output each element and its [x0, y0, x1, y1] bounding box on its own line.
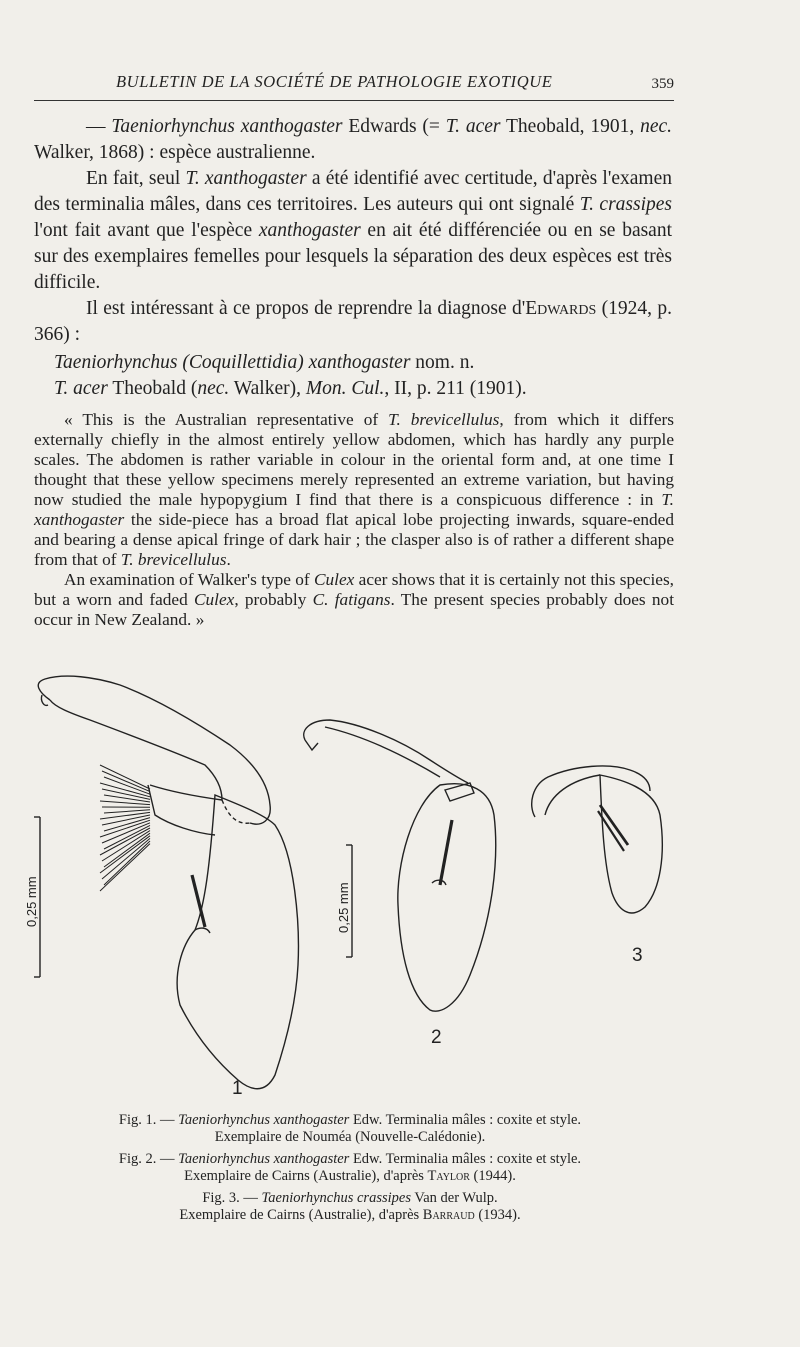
diagnosis-line-2: T. acer Theobald (nec. Walker), Mon. Cul., II, p. 211 (1901). [54, 378, 527, 399]
figure-1-drawing [38, 676, 298, 1089]
page-header [34, 72, 674, 101]
quote-paragraph-1: « This is the Australian representative of T. brevicellulus, from which it differs externally chiefly in the almost entirely yellow abdomen, which has hardly any purple scales. The abdomen is rather variable in colour in the oriental form and, at one time I thought that these yellow specimens merely represented an extreme variation, but having now studied the male hypopygium I find that there is a conspicuous difference : in T. xanthogaster the side-piece has a broad flat apical lobe projecting inwards, square-ended and bearing a dense apical fringe of dark hair ; the clasper also is of rather a different shape from that of T. brevicellulus. [34, 410, 674, 569]
figure-number-1: 1 [232, 1078, 243, 1099]
figure-captions [40, 1112, 660, 1229]
running-title: BULLETIN DE LA SOCIÉTÉ DE PATHOLOGIE EXOTIQUE [116, 72, 553, 91]
paragraph-species-note: — Taeniorhynchus xanthogaster Edwards (= T. acer Theobald, 1901, nec. Walker, 1868) : espèce australienne. [34, 116, 672, 163]
figure-number-2: 2 [431, 1027, 442, 1048]
intro-text [34, 114, 672, 348]
caption-fig-3: Fig. 3. — Taeniorhynchus crassipes Van der Wulp. Exemplaire de Cairns (Australie), d'après Barraud (1934). [179, 1190, 521, 1223]
diagnosis-block [34, 350, 674, 402]
scale-label-2: 0,25 mm [336, 882, 351, 933]
edwards-quote [34, 410, 674, 630]
diagnosis-line-1: Taeniorhynchus (Coquillettidia) xanthogaster nom. n. [54, 352, 475, 373]
caption-fig-2: Fig. 2. — Taeniorhynchus xanthogaster Edw. Terminalia mâles : coxite et style. Exemplaire de Cairns (Australie), d'après Taylor (1944). [118, 1151, 582, 1184]
figure-panel [0, 665, 800, 1105]
scale-label-1: 0,25 mm [24, 876, 39, 927]
figure-3-drawing [532, 766, 663, 913]
paragraph-identification: En fait, seul T. xanthogaster a été identifié avec certitude, d'après l'examen des terminalia mâles, dans ces territoires. Les auteurs qui ont signalé T. crassipes l'ont fait avant que l'espèce xanthogaster en ait été différenciée ou en se basant sur des exemplaires femelles pour lesquels la séparation des deux espèces est très difficile. [34, 168, 673, 293]
figure-2-drawing [304, 720, 496, 1011]
figure-number-3: 3 [632, 945, 643, 966]
caption-fig-1: Fig. 1. — Taeniorhynchus xanthogaster Edw. Terminalia mâles : coxite et style. Exemplaire de Nouméa (Nouvelle-Calédonie). [118, 1112, 582, 1145]
paragraph-diagnosis-intro: Il est intéressant à ce propos de reprendre la diagnose d'Edwards (1924, p. 366) : [34, 298, 672, 345]
quote-paragraph-2: An examination of Walker's type of Culex acer shows that it is certainly not this species, but a worn and faded Culex, probably C. fatigans. The present species probably does not occur in New Zealand. » [34, 570, 675, 629]
terminalia-drawings [0, 665, 800, 1105]
page-number: 359 [651, 76, 674, 92]
